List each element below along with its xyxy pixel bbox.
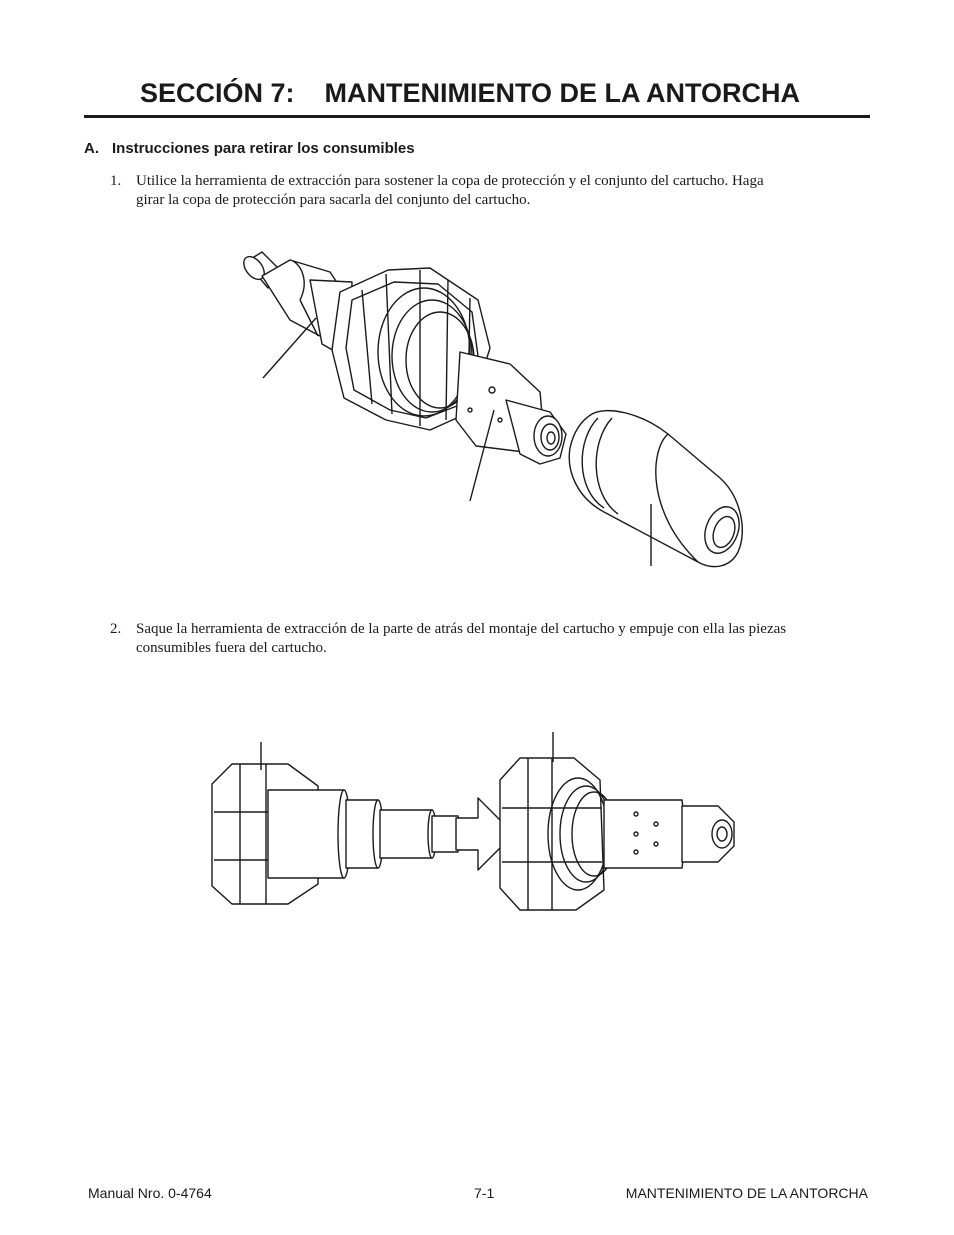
section-name: MANTENIMIENTO DE LA ANTORCHA (324, 78, 801, 108)
footer-manual-number: Manual Nro. 0-4764 (88, 1185, 212, 1201)
step-text-line-2: consumibles fuera del cartucho. (136, 640, 327, 656)
step-text-line-1: Utilice la herramienta de extracción para sostener la copa de protección y el conjunto del cartucho. Haga (136, 173, 764, 189)
step-number: 1. (110, 173, 122, 189)
ring-nut (500, 758, 616, 910)
footer-page-number: 7-1 (474, 1185, 495, 1201)
footer-section-name: MANTENIMIENTO DE LA ANTORCHA (625, 1185, 868, 1201)
removal-tool (212, 764, 462, 904)
section-number: SECCIÓN 7: (140, 78, 295, 108)
subsection-letter: A. (84, 140, 99, 157)
cartridge-assembly (604, 800, 734, 868)
step-text-line-1: Saque la herramienta de extracción de la parte de atrás del montaje del cartucho y empuje con ella las piezas (136, 621, 787, 637)
step-number: 2. (110, 621, 122, 637)
subsection-title: Instrucciones para retirar los consumibles (112, 140, 415, 157)
step-text-line-2: girar la copa de protección para sacarla del conjunto del cartucho. (136, 192, 531, 208)
